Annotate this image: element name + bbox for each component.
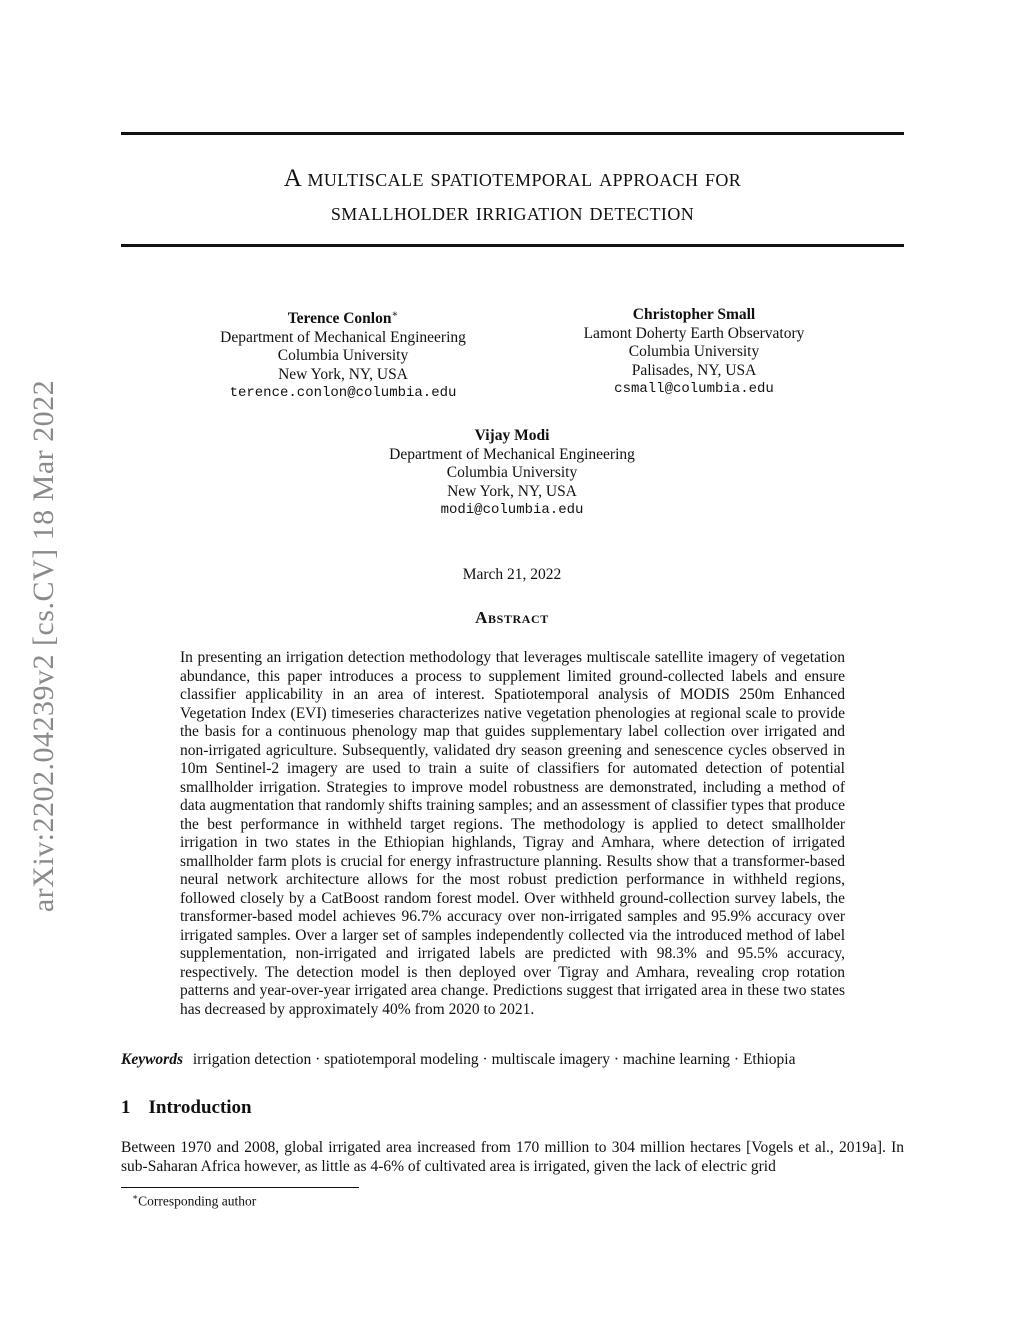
publication-date: March 21, 2022	[462, 566, 562, 583]
author-location: Palisades, NY, USA	[631, 361, 757, 379]
author-block-modi	[362, 427, 662, 520]
author-department: Lamont Doherty Earth Observatory	[583, 324, 805, 342]
author-block-conlon	[193, 306, 493, 403]
introduction-text: Between 1970 and 2008, global irrigated area increased from 170 million to 304 million hectares [Vogels et al., 2019a]. In sub-Saharan Africa however, as little as 4-6% of cultivated area is irrigated, given the lack of electric grid	[121, 1139, 904, 1175]
title-top-rule	[121, 132, 904, 135]
author-institution: Columbia University	[446, 464, 578, 481]
author-department: Department of Mechanical Engineering	[220, 328, 466, 346]
paper-title	[121, 162, 904, 230]
author-name: Christopher Small	[632, 306, 756, 323]
title-bottom-rule	[121, 244, 904, 247]
arxiv-identifier: arXiv:2202.04239v2 [cs.CV] 18 Mar 2022	[27, 379, 60, 913]
author-location: New York, NY, USA	[278, 365, 408, 383]
author-institution: Columbia University	[628, 343, 760, 360]
section-title: Introduction	[148, 1097, 252, 1118]
author-email[interactable]: terence.conlon@columbia.edu	[229, 385, 457, 402]
author-email[interactable]: modi@columbia.edu	[440, 502, 584, 518]
footnote-marker: ∗	[132, 1192, 139, 1202]
title-line-1: A multiscale spatiotemporal approach for	[283, 165, 742, 192]
abstract-heading: Abstract	[475, 608, 549, 627]
section-heading-introduction	[121, 1097, 252, 1119]
title-line-2: smallholder irrigation detection	[330, 199, 695, 226]
footnote-rule	[121, 1187, 359, 1188]
author-email[interactable]: csmall@columbia.edu	[614, 381, 774, 397]
author-name-text: Terence Conlon	[287, 310, 392, 328]
keywords-line	[121, 1051, 904, 1070]
author-name	[193, 306, 493, 329]
corresponding-author-marker: ∗	[391, 309, 399, 320]
abstract-text: In presenting an irrigation detection methodology that leverages multiscale satellite imagery of vegetation abundance, this paper introduces a process to supplement limited ground-collected labels and ensure classifier applicability in an area of interest. Spatiotemporal analysis of MODIS 250m Enhanced Vegetation Index (EVI) timeseries characterizes native vegetation phenologies at regional scale to provide the basis for a continuous phenology map that guides supplementary label collection over irrigated and non-irrigated agriculture. Subsequently, validated dry season greening and senescence cycles observed in 10m Sentinel-2 imagery are used to train a suite of classifiers for automated detection of potential smallholder irrigation. Strategies to improve model robustness are demonstrated, including a method of data augmentation that randomly shifts training samples; and an assessment of classifier types that produce the best performance in withheld target regions. The methodology is applied to detect smallholder irrigation in two states in the Ethiopian highlands, Tigray and Amhara, where detection of irrigated smallholder farm plots is crucial for energy infrastructure planning. Results show that a transformer-based neural network architecture allows for the most robust prediction performance in withheld regions, followed closely by a CatBoost random forest model. Over withheld ground-collection survey labels, the transformer-based model achieves 96.7% accuracy over non-irrigated samples and 95.9% accuracy over irrigated samples. Over a larger set of samples independently collected via the introduced method of label supplementation, non-irrigated and irrigated labels are predicted with 98.3% and 95.5% accuracy, respectively. The detection model is then deployed over Tigray and Amhara, revealing crop rotation patterns and year-over-year irrigated area change. Predictions suggest that irrigated area in these two states has decreased by approximately 40% from 2020 to 2021.	[180, 649, 845, 1018]
keywords-label: Keywords	[121, 1051, 183, 1068]
keywords-text: irrigation detection · spatiotemporal modeling · multiscale imagery · machine learning · Ethiopia	[192, 1051, 796, 1068]
section-number: 1	[121, 1097, 131, 1118]
footnote-text: Corresponding author	[138, 1193, 257, 1209]
footnote	[132, 1192, 256, 1210]
author-department: Department of Mechanical Engineering	[389, 445, 635, 463]
author-block-small	[544, 306, 844, 399]
author-location: New York, NY, USA	[447, 482, 577, 500]
author-name: Vijay Modi	[474, 427, 550, 444]
author-institution: Columbia University	[277, 347, 409, 365]
